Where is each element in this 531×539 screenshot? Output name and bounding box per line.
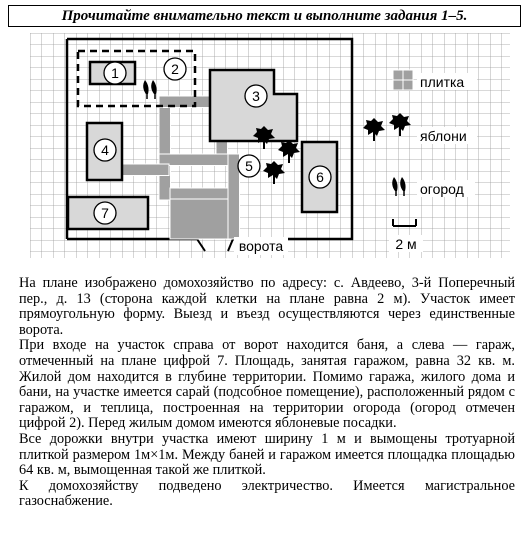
label-1: 1 [111, 65, 119, 81]
label-5: 5 [245, 158, 253, 174]
paragraph: Все дорожки внутри участка имеют ширину 1 м и вымощены тротуарной плиткой размером 1м×1м. Между баней и гаражом имеется площадка площадью 64 кв. м, вымощенная такой же плиткой. [19, 430, 515, 479]
paragraph: При входе на участок справа от ворот находится баня, а слева — гараж, отмеченный на плане цифрой 7. Площадь, занятая гаражом, равна 32 кв. м. Жилой дом находится в глубине территории. Помимо гаража, жилого дома и бани, на участке имеется сарай (подсобное помещение), расположенный рядом с гаражом, и теплица, построенная на территории огорода (огород отмечен цифрой 2). Перед жилым домом имеются яблоневые посадки. [19, 337, 515, 432]
label-3: 3 [252, 88, 260, 104]
legend-tile-label: плитка [420, 74, 465, 90]
label-2: 2 [171, 61, 179, 77]
label-7: 7 [101, 205, 109, 221]
task-header [8, 5, 521, 27]
label-4: 4 [101, 142, 109, 158]
paragraph: На плане изображено домохозяйство по адресу: с. Авдеево, 3-й Поперечный пер., д. 13 (сторона каждой клетки на плане равна 2 м). Участок имеет прямоугольную форму. Выезд и въезд осуществляются через единственные ворота. [19, 275, 515, 338]
task-text [19, 276, 515, 510]
legend-apple-label: яблони [420, 128, 467, 144]
label-6: 6 [316, 169, 324, 185]
task-title: Прочитайте внимательно текст и выполните задания 1–5. [61, 8, 468, 24]
legend-garden-label: огород [420, 181, 464, 197]
paragraph: К домохозяйству подведено электричество. Имеется магистральное газоснабжение. [19, 477, 515, 510]
site-plan [30, 33, 510, 258]
site-plan-drawing [30, 33, 510, 258]
scale-label: 2 м [395, 236, 417, 252]
gate-label: ворота [238, 238, 284, 254]
